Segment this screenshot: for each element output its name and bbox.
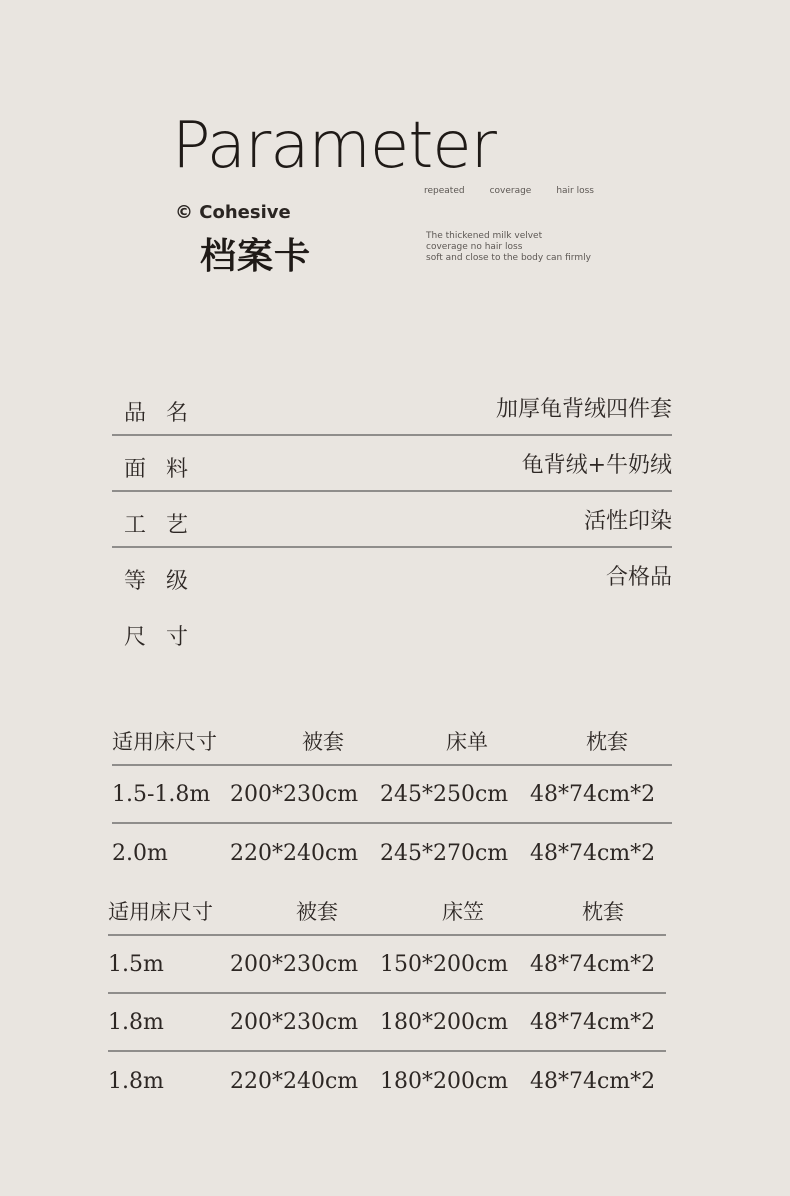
table-cell: 48*74cm*2 <box>530 781 656 807</box>
brand-name: © Cohesive <box>175 202 291 223</box>
header-cell: 适用床尺寸 <box>112 730 217 754</box>
size-table-fitted-sheet <box>108 888 666 1110</box>
header-cell: 适用床尺寸 <box>108 900 213 924</box>
table-row <box>112 766 672 824</box>
table-cell: 220*240cm <box>230 840 359 866</box>
archive-card-title: 档案卡 <box>200 236 312 277</box>
description-line: coverage no hair loss <box>426 242 523 252</box>
table-row <box>112 824 672 882</box>
product-description <box>426 231 591 264</box>
param-label: 尺寸 <box>124 625 209 650</box>
param-label: 等级 <box>124 569 209 594</box>
param-row-grade <box>112 548 672 604</box>
table-row <box>108 936 666 994</box>
table-cell: 245*270cm <box>380 840 509 866</box>
description-line: soft and close to the body can firmly <box>426 253 591 263</box>
table-cell: 1.5-1.8m <box>112 781 211 807</box>
table-cell: 48*74cm*2 <box>530 951 656 977</box>
header-cell: 床单 <box>446 730 488 754</box>
param-value: 活性印染 <box>583 509 672 534</box>
param-value: 合格品 <box>605 565 672 590</box>
table-row <box>108 994 666 1052</box>
table-cell: 200*230cm <box>230 1009 359 1035</box>
table-cell: 48*74cm*2 <box>530 1009 656 1035</box>
header-cell: 被套 <box>302 730 344 754</box>
table-cell: 180*200cm <box>380 1068 509 1094</box>
param-row-product-name <box>112 380 672 436</box>
param-label: 面料 <box>124 457 209 482</box>
table-cell: 48*74cm*2 <box>530 840 656 866</box>
table-row <box>108 1052 666 1110</box>
table-cell: 1.8m <box>108 1009 164 1035</box>
parameter-list <box>112 380 672 660</box>
header-cell: 枕套 <box>586 730 628 754</box>
table-cell: 2.0m <box>112 840 168 866</box>
table-cell: 220*240cm <box>230 1068 359 1094</box>
param-row-craft <box>112 492 672 548</box>
param-row-fabric <box>112 436 672 492</box>
tag-repeated: repeated <box>424 186 465 196</box>
tag-coverage: coverage <box>489 186 532 196</box>
header-cell: 枕套 <box>582 900 624 924</box>
tag-list <box>424 186 594 196</box>
table-cell: 180*200cm <box>380 1009 509 1035</box>
param-value: 加厚龟背绒四件套 <box>495 397 672 422</box>
table-cell: 200*230cm <box>230 781 359 807</box>
table-header-row <box>112 718 672 766</box>
table-cell: 1.8m <box>108 1068 164 1094</box>
size-table-sheet <box>112 718 672 882</box>
page-title: Parameter <box>172 109 496 183</box>
header-cell: 被套 <box>296 900 338 924</box>
param-value: 龟背绒+牛奶绒 <box>521 453 672 478</box>
table-cell: 245*250cm <box>380 781 509 807</box>
table-header-row <box>108 888 666 936</box>
param-row-size <box>112 604 672 660</box>
table-cell: 150*200cm <box>380 951 509 977</box>
param-label: 工艺 <box>124 513 209 538</box>
header-cell: 床笠 <box>442 900 484 924</box>
description-line: The thickened milk velvet <box>426 231 543 241</box>
param-label: 品名 <box>124 401 209 426</box>
table-cell: 48*74cm*2 <box>530 1068 656 1094</box>
table-cell: 1.5m <box>108 951 164 977</box>
table-cell: 200*230cm <box>230 951 359 977</box>
tag-hair-loss: hair loss <box>556 186 594 196</box>
